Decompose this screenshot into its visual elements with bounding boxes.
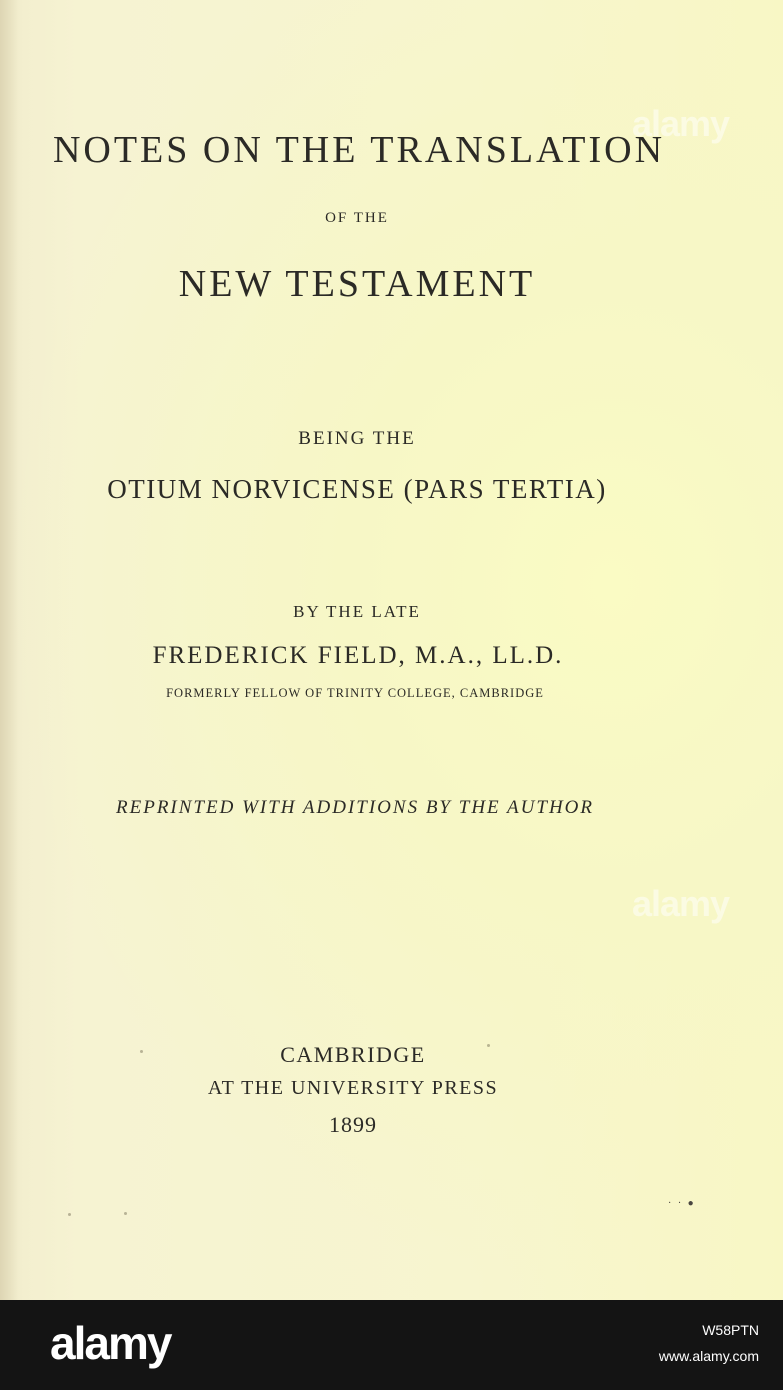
paper-speck [140,1050,143,1053]
imprint-year: 1899 [329,1112,377,1137]
image-id: W58PTN [702,1322,759,1338]
footer-bar [0,1300,783,1390]
by-the-late-line: BY THE LATE [293,602,421,621]
title-line-1: NOTES ON THE TRANSLATION [52,129,666,171]
paper-specks-cluster: · · ● [668,1198,696,1209]
alamy-logo: alamy [50,1317,171,1369]
author-affiliation: FORMERLY FELLOW OF TRINITY COLLEGE, CAMBRIDGE [166,686,544,700]
title-connector: OF THE [325,210,389,226]
being-the-line: BEING THE [298,428,416,449]
watermark-middle: alamy [632,883,730,924]
imprint-city: CAMBRIDGE [280,1042,426,1067]
paper-speck [124,1212,127,1215]
author-name: FREDERICK FIELD, M.A., LL.D. [152,642,564,669]
imprint-publisher: AT THE UNIVERSITY PRESS [207,1077,499,1099]
watermark-top: alamy [632,103,730,144]
paper-speck [68,1213,71,1216]
edition-note: REPRINTED WITH ADDITIONS BY THE AUTHOR [116,797,594,818]
footer-url: www.alamy.com [658,1348,759,1364]
subtitle: OTIUM NORVICENSE (PARS TERTIA) [107,474,607,504]
title-line-2: NEW TESTAMENT [178,263,536,305]
paper-speck [487,1044,490,1047]
